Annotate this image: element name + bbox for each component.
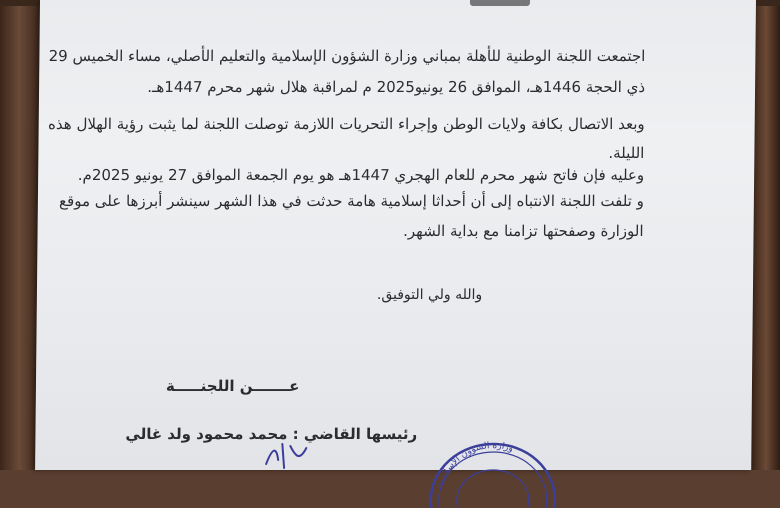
paragraph-line-1: اجتمعت اللجنة الوطنية للأهلة بمباني وزارة الشؤون الإسلامية والتعليم الأصلي، مساء الخميس 29 — [48, 47, 646, 65]
paragraph-line-3: وبعد الاتصال بكافة ولايات الوطن وإجراء التحريات اللازمة توصلت اللجنة لما يثبت رؤية الهلال هذه — [47, 115, 645, 133]
wood-background-right — [752, 0, 780, 470]
paragraph-line-6: و تلفت اللجنة الانتباه إلى أن أحداثا إسلامية هامة حدثت في هذا الشهر سينشر أبرزها على موقع — [59, 192, 644, 210]
seal-text: وزارة الشؤون الإسلامية — [435, 440, 515, 488]
paragraph-line-5: وعليه فإن فاتح شهر محرم للعام الهجري 1447هـ هو يوم الجمعة الموافق 27 يونيو 2025م. — [77, 166, 645, 184]
paragraph-line-4: الليلة. — [608, 144, 645, 162]
chair-line: رئيسها القاضي : محمد محمود ولد غالي — [125, 425, 418, 443]
paper-sheet — [35, 0, 756, 488]
paragraph-line-2: ذي الحجة 1446هـ، الموافق 26 يونيو2025 م لمراقبة هلال شهر محرم 1447هـ. — [147, 78, 646, 96]
letterhead-fragment — [470, 0, 530, 6]
closing-line: والله ولي التوفيق. — [376, 287, 483, 303]
svg-text:وزارة الشؤون الإسلامية — [436, 441, 515, 488]
official-seal — [423, 428, 564, 508]
paragraph-line-7: الوزارة وصفحتها تزامنا مع بداية الشهر. — [403, 222, 644, 240]
committee-label: عـــــــن اللجنـــــة — [165, 377, 300, 395]
signature-mark — [260, 438, 320, 470]
